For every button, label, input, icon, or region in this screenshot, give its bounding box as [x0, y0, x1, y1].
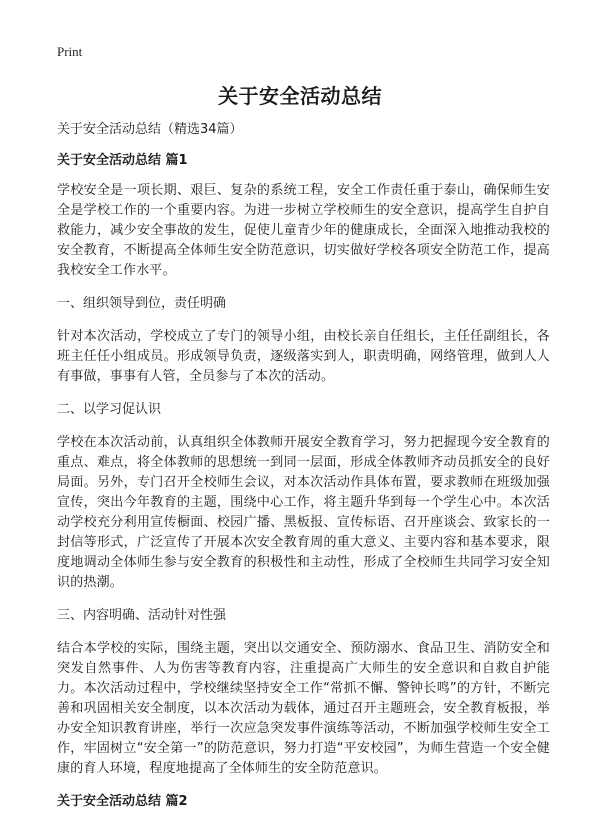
- article-heading: 关于安全活动总结 篇2: [57, 794, 188, 809]
- section-heading: 一、组织领导到位，责任明确: [57, 296, 227, 311]
- section-paragraph: 针对本次活动，学校成立了专门的领导小组，由校长亲自任组长，主任任副组长，各班主任任小组成员。形成领导负责，逐级落实到人，职责明确，网络管理，做到人人有事做，事事有人管，全员参与了本次的活动。: [57, 329, 550, 384]
- article-heading: 关于安全活动总结 篇1: [57, 153, 188, 168]
- print-link[interactable]: Print: [57, 44, 83, 59]
- section-paragraph: 学校在本次活动前，认真组织全体教师开展安全教育学习，努力把握现今安全教育的重点、难点，将全体教师的思想统一到同一层面，形成全体教师齐动员抓安全的良好局面。另外，专门召开全校师生会议，对本次活动作具体布置，要求教师在班级加强宣传，突出今年教育的主题，围绕中心工作，将主题升华到每一个学生心中。本次活动学校充分利用宣传橱面、校园广播、黑板报、宣传标语、召开座谈会、致家长的一封信等形式，广泛宣传了开展本次安全教育周的重大意义、主要内容和基本要求，限度地调动全体师生参与安全教育的积极性和主动性，形成了全校师生共同学习安全知识的热潮。: [57, 435, 550, 590]
- article-intro-paragraph: 学校安全是一项长期、艰巨、复杂的系统工程，安全工作责任重于泰山，确保师生安全是学校工作的一个重要内容。为进一步树立学校师生的安全意识，提高学生自护自救能力，减少安全事故的发生，促使儿童青少年的健康成长，全面深入地推动我校的安全教育，不断提高全体师生安全防范意识，切实做好学校各项安全防范工作，提高我校安全工作水平。: [57, 183, 550, 278]
- section-heading: 三、内容明确、活动针对性强: [57, 608, 227, 623]
- document-body: [57, 120, 550, 822]
- document-subtitle: 关于安全活动总结（精选34篇）: [57, 122, 243, 137]
- section-heading: 二、以学习促认识: [57, 402, 162, 417]
- page-title: 关于安全活动总结: [218, 84, 382, 108]
- section-paragraph: 结合本学校的实际，围绕主题，突出以交通安全、预防溺水、食品卫生、消防安全和突发自然事件、人为伤害等教育内容，注重提高广大师生的安全意识和自救自护能力。本次活动过程中，学校继续坚持安全工作“常抓不懈、警钟长鸣”的方针，不断完善和巩固相关安全制度，以本次活动为载体，通过召开主题班会，安全教育板报，举办安全知识教育讲座，举行一次应急突发事件演练等活动，不断加强学校师生安全工作，牢固树立“安全第一”的防范意识，努力打造“平安校园”，为师生营造一个安全健康的育人环境，程度地提高了全体师生的安全防范意识。: [57, 641, 550, 776]
